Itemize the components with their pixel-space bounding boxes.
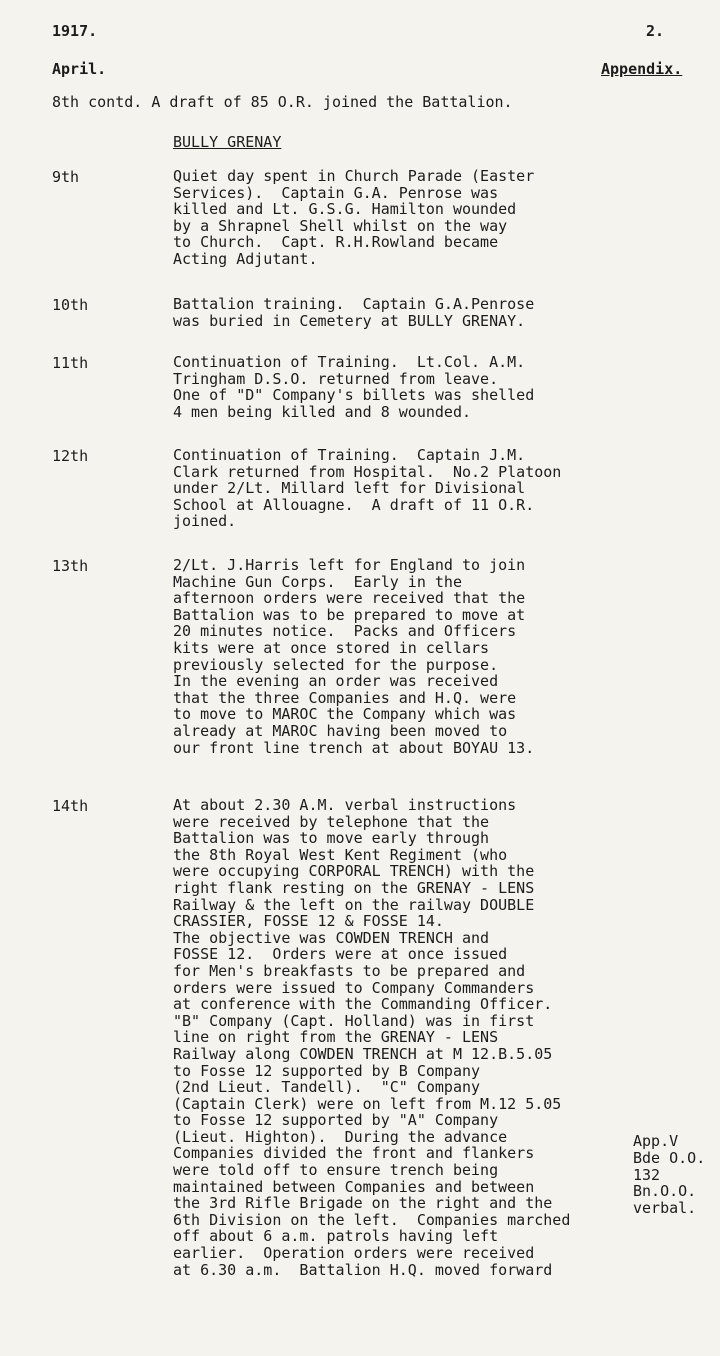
entry-text: Battalion training. Captain G.A.Penrose was buried in Cemetery at BULLY GRENAY. xyxy=(173,295,535,330)
entry-date: 10th xyxy=(52,296,89,314)
entry-date: 13th xyxy=(52,557,89,575)
contd-entry: 8th contd. A draft of 85 O.R. joined the Battalion. xyxy=(52,93,513,111)
entry-text: 2/Lt. J.Harris left for England to join Machine Gun Corps. Early in the afternoon orders were received that the Battalion was to be prepared to move at 20 minutes notice. Packs and Officers kits were at once stored in cellars previously selected for the purpose. In the evening an order was received that the three Companies and H.Q. were to move to MAROC the Company which was already at MAROC having been moved to our front line trench at about BOYAU 13. xyxy=(173,556,535,757)
entry-text: At about 2.30 A.M. verbal instructions were received by telephone that the Battalion was to move early through the 8th Royal West Kent Regiment (who were occupying CORPORAL TRENCH) with the right flank resting on the GRENAY - LENS Railway & the left on the railway DOUBLE CRASSIER, FOSSE 12 & FOSSE 14. The objective was COWDEN TRENCH and FOSSE 12. Orders were at once issued for Men's breakfasts to be prepared and orders were issued to Company Commanders at conference with the Commanding Officer. "B" Company (Capt. Holland) was in first line on right from the GRENAY - LENS Railway along COWDEN TRENCH at M 12.B.5.05 to Fosse 12 supported by B Company (2nd Lieut. Tandell). "C" Company (Captain Clerk) were on left from M.12 5.05 to Fosse 12 supported by "A" Company (Lieut. Highton). During the advance Companies divided the front and flankers were told off to ensure trench being maintained between Companies and between the 3rd Rifle Brigade on the right and the 6th Division on the left. Companies marched off about 6 a.m. patrols having left earlier. Operation orders were received at 6.30 a.m. Battalion H.Q. moved forward xyxy=(173,796,571,1279)
margin-note: App.V Bde O.O. 132 Bn.O.O. verbal. xyxy=(633,1132,706,1218)
entry-text: Continuation of Training. Lt.Col. A.M. Tringham D.S.O. returned from leave. One of "D" Company's billets was shelled 4 men being killed and 8 wounded. xyxy=(173,353,535,421)
entry-date: 12th xyxy=(52,447,89,465)
page-number: 2. xyxy=(646,22,665,40)
location-heading: BULLY GRENAY xyxy=(173,133,282,151)
entry-date: 11th xyxy=(52,354,89,372)
entry-date: 9th xyxy=(52,168,80,186)
appendix-label: Appendix. xyxy=(601,60,683,78)
year: 1917. xyxy=(52,22,98,40)
entry-text: Quiet day spent in Church Parade (Easter Services). Captain G.A. Penrose was killed and Lt. G.S.G. Hamilton wounded by a Shrapnel Shell whilst on the way to Church. Capt. R.H.Rowland became Acting Adjutant. xyxy=(173,167,535,268)
month: April. xyxy=(52,60,107,78)
entry-text: Continuation of Training. Captain J.M. Clark returned from Hospital. No.2 Platoon under 2/Lt. Millard left for Divisional School at Allouagne. A draft of 11 O.R. joined. xyxy=(173,446,562,531)
entry-date: 14th xyxy=(52,797,89,815)
